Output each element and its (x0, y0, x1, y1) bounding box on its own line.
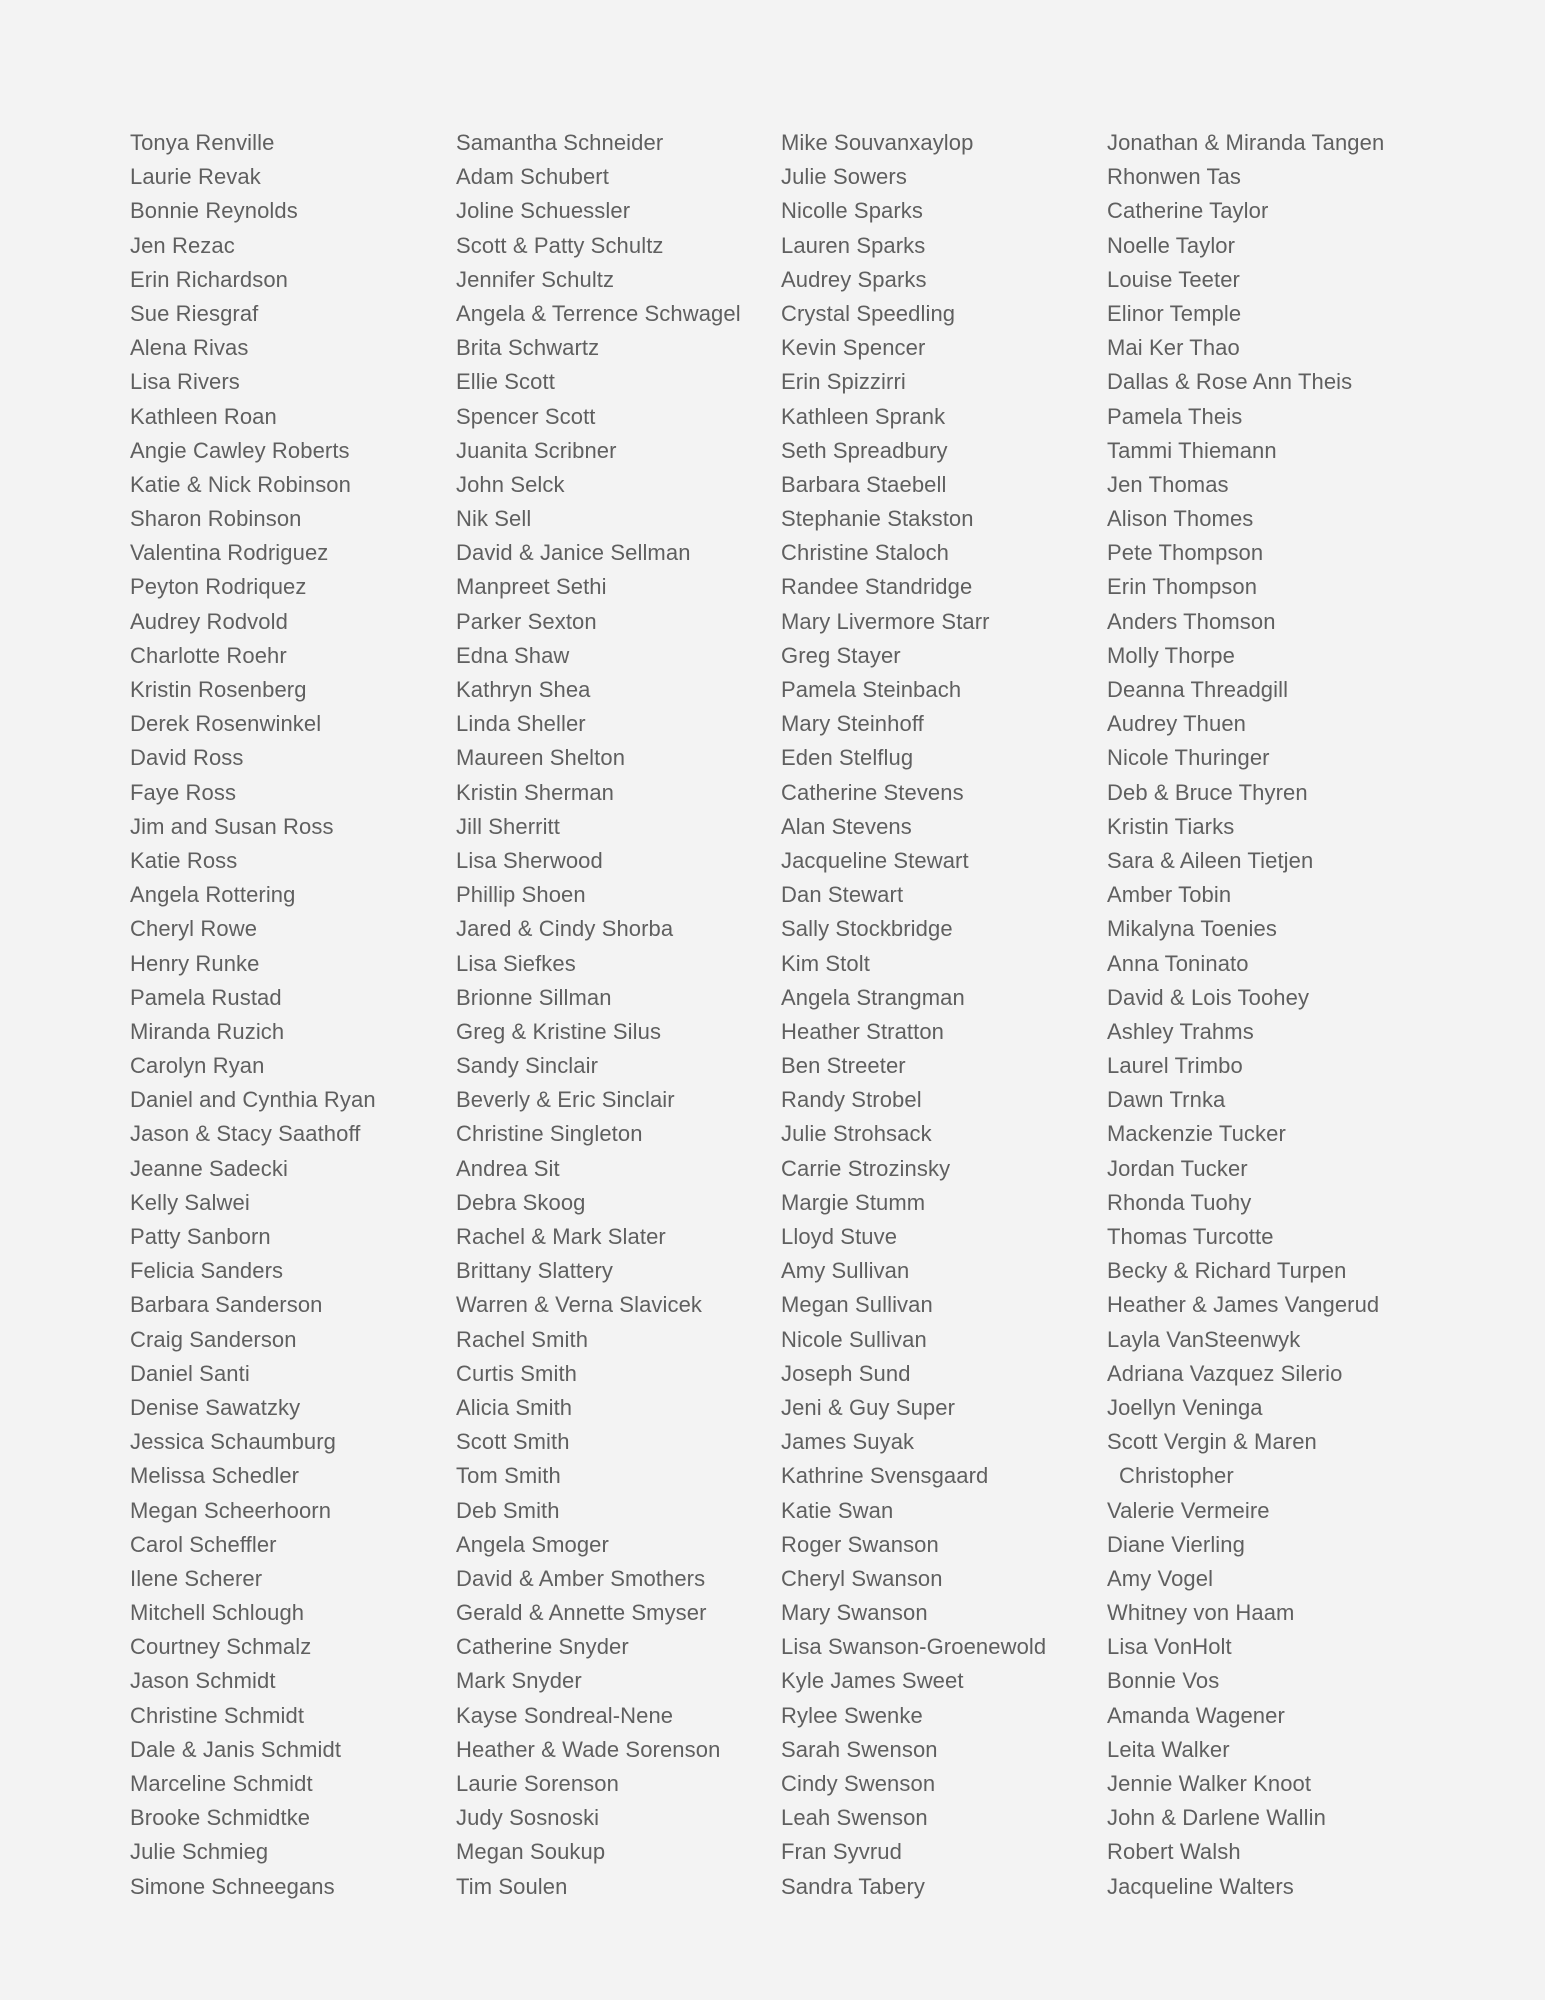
name-entry: Jacqueline Walters (1107, 1873, 1294, 1899)
name-entry: Tom Smith (456, 1463, 561, 1489)
name-entry: Warren & Verna Slavicek (456, 1292, 703, 1318)
name-column-1 (130, 126, 450, 1904)
name-entry: Laurel Trimbo (1107, 1053, 1243, 1079)
name-entry: Megan Soukup (456, 1839, 606, 1865)
name-entry: Andrea Sit (456, 1155, 560, 1181)
name-entry: Lloyd Stuve (781, 1224, 898, 1249)
name-entry: Randee Standridge (781, 574, 973, 600)
name-entry: Carolyn Ryan (130, 1053, 265, 1079)
name-entry: Kelly Salwei (130, 1189, 250, 1215)
name-entry: Carol Scheffler (130, 1531, 277, 1557)
name-entry: Sarah Swenson (781, 1736, 938, 1762)
name-entry: Parker Sexton (456, 608, 597, 634)
name-entry: Adam Schubert (456, 164, 609, 190)
name-entry: Rhonwen Tas (1107, 164, 1242, 190)
name-entry: Laurie Revak (130, 164, 261, 190)
name-entry: Dallas & Rose Ann Theis (1107, 369, 1353, 395)
name-entry: Brionne Sillman (456, 984, 612, 1010)
name-entry: Jason & Stacy Saathoff (130, 1121, 361, 1147)
name-entry: Lisa VonHolt (1107, 1634, 1232, 1660)
name-entry: Melissa Schedler (130, 1463, 300, 1489)
name-entry: Mitchell Schlough (130, 1600, 305, 1626)
name-entry: Derek Rosenwinkel (130, 711, 322, 737)
name-entry: Mark Snyder (456, 1668, 582, 1694)
name-entry: Adriana Vazquez Silerio (1107, 1360, 1343, 1386)
name-entry: David Ross (130, 745, 244, 771)
name-entry: Amy Vogel (1107, 1565, 1214, 1591)
name-entry: Audrey Rodvold (130, 608, 288, 634)
name-entry: Judy Sosnoski (456, 1805, 600, 1831)
name-entry: Jennie Walker Knoot (1107, 1771, 1312, 1796)
name-entry: Heather & James Vangerud (1107, 1292, 1380, 1318)
name-entry: Katie Swan (781, 1497, 894, 1523)
name-entry: Brooke Schmidtke (130, 1805, 311, 1831)
name-entry: Pamela Rustad (130, 984, 282, 1010)
name-entry: Jared & Cindy Shorba (456, 916, 674, 942)
name-entry: Nicolle Sparks (781, 198, 924, 224)
name-entry: Laurie Sorenson (456, 1771, 619, 1796)
name-entry: Alena Rivas (130, 335, 249, 361)
name-entry: Lisa Siefkes (456, 950, 576, 976)
name-entry: Marceline Schmidt (130, 1771, 313, 1796)
name-entry: Amy Sullivan (781, 1258, 910, 1284)
name-entry: Kayse Sondreal-Nene (456, 1702, 674, 1728)
name-entry: Pamela Steinbach (781, 677, 962, 702)
name-entry: Greg & Kristine Silus (456, 1018, 662, 1044)
name-entry: Jordan Tucker (1107, 1155, 1248, 1181)
name-entry: Kevin Spencer (781, 335, 926, 361)
name-entry: Lisa Sherwood (456, 847, 603, 873)
name-entry: Margie Stumm (781, 1189, 926, 1215)
name-entry: Jeni & Guy Super (781, 1394, 956, 1420)
name-entry: Brittany Slattery (456, 1258, 613, 1284)
name-entry: Audrey Thuen (1107, 711, 1247, 737)
name-entry: Eden Stelflug (781, 745, 914, 771)
name-entry: Elinor Temple (1107, 300, 1242, 326)
name-entry: Deanna Threadgill (1107, 677, 1289, 702)
name-entry: Seth Spreadbury (781, 437, 948, 463)
name-entry: Ashley Trahms (1107, 1018, 1254, 1044)
name-entry: Jason Schmidt (130, 1668, 276, 1694)
name-entry: Barbara Staebell (781, 471, 947, 497)
name-entry: Pamela Theis (1107, 403, 1243, 429)
name-entry: Nicole Sullivan (781, 1326, 927, 1352)
name-entry: Jill Sherritt (456, 813, 560, 839)
name-entry: Christine Schmidt (130, 1702, 305, 1728)
name-entry: Catherine Stevens (781, 779, 964, 805)
name-entry: Mai Ker Thao (1107, 335, 1240, 361)
name-entry: Nik Sell (456, 506, 532, 532)
name-entry: Lauren Sparks (781, 232, 926, 258)
name-entry: Ellie Scott (456, 369, 555, 395)
name-entry: Jonathan & Miranda Tangen (1107, 130, 1385, 155)
name-entry: Faye Ross (130, 779, 237, 805)
name-entry: Greg Stayer (781, 642, 901, 668)
name-entry: Ilene Scherer (130, 1565, 263, 1591)
name-entry: David & Lois Toohey (1107, 984, 1310, 1010)
name-entry: Lisa Rivers (130, 369, 240, 395)
name-entry: Sara & Aileen Tietjen (1107, 847, 1314, 873)
name-entry: Molly Thorpe (1107, 642, 1235, 668)
name-entry: Jen Thomas (1107, 471, 1229, 497)
name-entry: Julie Strohsack (781, 1121, 932, 1147)
name-entry: Joellyn Veninga (1107, 1394, 1263, 1420)
name-entry: Bonnie Reynolds (130, 198, 298, 224)
name-entry: Kyle James Sweet (781, 1668, 964, 1694)
name-entry: Lisa Swanson-Groenewold (781, 1634, 1047, 1660)
name-entry: Deb Smith (456, 1497, 560, 1523)
name-entry: Crystal Speedling (781, 300, 956, 326)
name-entry: Scott Smith (456, 1429, 570, 1455)
name-entry: Catherine Taylor (1107, 198, 1269, 224)
name-entry: Valerie Vermeire (1107, 1497, 1270, 1523)
name-entry: Angela Rottering (130, 882, 296, 908)
name-entry: Tonya Renville (130, 130, 275, 155)
name-entry: Mary Swanson (781, 1600, 928, 1626)
name-entry: Julie Sowers (781, 164, 907, 190)
name-entry: Samantha Schneider (456, 130, 664, 155)
name-entry: Scott & Patty Schultz (456, 232, 664, 258)
name-entry: Nicole Thuringer (1107, 745, 1270, 771)
name-column-4 (1107, 126, 1427, 1904)
name-entry: David & Janice Sellman (456, 540, 691, 566)
name-entry: Angie Cawley Roberts (130, 437, 350, 463)
name-entry: Sue Riesgraf (130, 300, 259, 326)
name-entry: Carrie Strozinsky (781, 1155, 951, 1181)
name-entry: Heather & Wade Sorenson (456, 1736, 721, 1762)
name-entry: Denise Sawatzky (130, 1394, 301, 1420)
name-entry: Stephanie Stakston (781, 506, 974, 532)
name-entry: Jim and Susan Ross (130, 813, 334, 839)
name-entry: Christine Staloch (781, 540, 949, 566)
name-entry: Tammi Thiemann (1107, 437, 1277, 463)
name-entry: Daniel and Cynthia Ryan (130, 1087, 376, 1113)
name-entry: Alison Thomes (1107, 506, 1254, 532)
name-entry: Manpreet Sethi (456, 574, 607, 600)
name-entry: Amanda Wagener (1107, 1702, 1285, 1728)
name-entry: Brita Schwartz (456, 335, 600, 361)
name-entry: Anders Thomson (1107, 608, 1276, 634)
name-entry: Diane Vierling (1107, 1531, 1245, 1557)
name-entry: Rylee Swenke (781, 1702, 923, 1728)
name-entry: Beverly & Eric Sinclair (456, 1087, 675, 1113)
name-entry: Dan Stewart (781, 882, 904, 908)
name-entry: Christine Singleton (456, 1121, 643, 1147)
name-entry: Amber Tobin (1107, 882, 1232, 908)
name-entry: Becky & Richard Turpen (1107, 1258, 1347, 1284)
name-entry: Linda Sheller (456, 711, 586, 737)
name-entry: Alicia Smith (456, 1394, 573, 1420)
name-entry: Tim Soulen (456, 1873, 568, 1899)
name-entry: Felicia Sanders (130, 1258, 284, 1284)
name-entry: Charlotte Roehr (130, 642, 287, 668)
name-entry: Thomas Turcotte (1107, 1224, 1274, 1249)
name-entry: Megan Scheerhoorn (130, 1497, 332, 1523)
name-entry: Angela & Terrence Schwagel (456, 300, 741, 326)
name-entry: Juanita Scribner (456, 437, 617, 463)
name-entry: Angela Smoger (456, 1531, 609, 1557)
name-entry: Leah Swenson (781, 1805, 928, 1831)
name-entry: Kim Stolt (781, 950, 870, 976)
name-entry: Catherine Snyder (456, 1634, 629, 1660)
name-entry: Layla VanSteenwyk (1107, 1326, 1301, 1352)
name-entry: Anna Toninato (1107, 950, 1249, 976)
name-entry: Erin Thompson (1107, 574, 1258, 600)
name-entry: Edna Shaw (456, 642, 570, 668)
name-entry: Joline Schuessler (456, 198, 631, 224)
name-entry: Mike Souvanxaylop (781, 130, 974, 155)
name-list-columns (130, 126, 1430, 1906)
name-entry: Kathleen Roan (130, 403, 277, 429)
name-entry: Craig Sanderson (130, 1326, 297, 1352)
name-entry: Kristin Tiarks (1107, 813, 1235, 839)
name-entry: Courtney Schmalz (130, 1634, 312, 1660)
name-entry: Barbara Sanderson (130, 1292, 323, 1318)
name-entry: David & Amber Smothers (456, 1565, 706, 1591)
name-entry: Katie Ross (130, 847, 238, 873)
name-entry: Spencer Scott (456, 403, 596, 429)
name-entry: Cheryl Rowe (130, 916, 258, 942)
name-entry: Miranda Ruzich (130, 1018, 285, 1044)
name-entry: Patty Sanborn (130, 1224, 271, 1249)
name-entry: Robert Walsh (1107, 1839, 1241, 1865)
name-entry: Bonnie Vos (1107, 1668, 1220, 1694)
name-entry: Kathrine Svensgaard (781, 1463, 989, 1489)
name-entry: Jessica Schaumburg (130, 1429, 337, 1455)
name-entry: Jen Rezac (130, 232, 235, 258)
name-entry: Louise Teeter (1107, 266, 1240, 292)
name-entry: Sandra Tabery (781, 1873, 925, 1899)
name-entry: Sandy Sinclair (456, 1053, 599, 1079)
name-entry: Erin Richardson (130, 266, 289, 292)
name-entry: Angela Strangman (781, 984, 965, 1010)
name-column-2 (456, 126, 776, 1904)
name-entry: Gerald & Annette Smyser (456, 1600, 707, 1626)
name-entry: Rachel & Mark Slater (456, 1224, 666, 1249)
name-entry: Christopher (1119, 1463, 1234, 1489)
name-entry: Roger Swanson (781, 1531, 939, 1557)
name-entry: Cheryl Swanson (781, 1565, 943, 1591)
name-entry: Dale & Janis Schmidt (130, 1736, 342, 1762)
name-entry: Kristin Sherman (456, 779, 615, 805)
name-entry: Sally Stockbridge (781, 916, 953, 942)
name-entry: Scott Vergin & Maren (1107, 1429, 1317, 1455)
name-entry: Noelle Taylor (1107, 232, 1236, 258)
name-entry: Katie & Nick Robinson (130, 471, 351, 497)
name-entry: James Suyak (781, 1429, 915, 1455)
name-entry: Heather Stratton (781, 1018, 945, 1044)
name-entry: Mary Livermore Starr (781, 608, 990, 634)
name-entry: Mary Steinhoff (781, 711, 924, 737)
name-entry: Jacqueline Stewart (781, 847, 969, 873)
name-entry: Simone Schneegans (130, 1873, 335, 1899)
name-entry: Peyton Rodriquez (130, 574, 307, 600)
name-entry: John Selck (456, 471, 565, 497)
name-entry: Maureen Shelton (456, 745, 626, 771)
name-entry: Jennifer Schultz (456, 266, 615, 292)
name-entry: Leita Walker (1107, 1736, 1230, 1762)
name-entry: Randy Strobel (781, 1087, 922, 1113)
name-entry: Fran Syvrud (781, 1839, 902, 1865)
name-entry: Curtis Smith (456, 1360, 577, 1386)
name-entry: Julie Schmieg (130, 1839, 269, 1865)
name-entry: Alan Stevens (781, 813, 912, 839)
name-entry: Joseph Sund (781, 1360, 911, 1386)
name-entry: Valentina Rodriguez (130, 540, 329, 566)
name-entry: Pete Thompson (1107, 540, 1264, 566)
name-entry: Phillip Shoen (456, 882, 586, 908)
name-entry: Ben Streeter (781, 1053, 906, 1079)
name-entry: Rachel Smith (456, 1326, 589, 1352)
name-entry: Cindy Swenson (781, 1771, 936, 1796)
name-entry: Mackenzie Tucker (1107, 1121, 1286, 1147)
name-entry: Debra Skoog (456, 1189, 586, 1215)
name-entry: Whitney von Haam (1107, 1600, 1295, 1626)
name-entry: Sharon Robinson (130, 506, 302, 532)
name-entry: Audrey Sparks (781, 266, 927, 292)
name-entry: Jeanne Sadecki (130, 1155, 288, 1181)
name-entry: Kristin Rosenberg (130, 677, 307, 702)
name-entry: Mikalyna Toenies (1107, 916, 1277, 942)
name-column-3 (781, 126, 1101, 1904)
name-entry: Kathryn Shea (456, 677, 591, 702)
name-entry: John & Darlene Wallin (1107, 1805, 1326, 1831)
name-entry: Henry Runke (130, 950, 260, 976)
name-entry: Dawn Trnka (1107, 1087, 1226, 1113)
name-entry: Deb & Bruce Thyren (1107, 779, 1308, 805)
name-entry: Kathleen Sprank (781, 403, 946, 429)
name-entry: Rhonda Tuohy (1107, 1189, 1252, 1215)
name-entry: Daniel Santi (130, 1360, 250, 1386)
name-entry: Megan Sullivan (781, 1292, 933, 1318)
name-entry: Erin Spizzirri (781, 369, 906, 395)
